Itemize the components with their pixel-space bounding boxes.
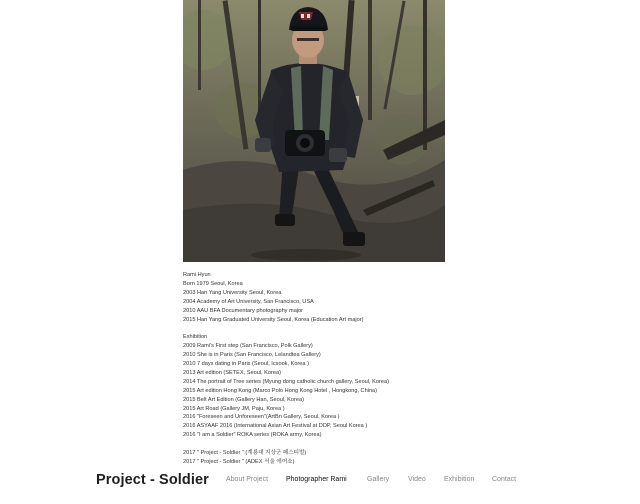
exhibition-line: 2014 The portrait of Tree series (Myung dong catholic church gallery, Seoul, Korea) — [183, 378, 389, 385]
nav-photographer-rami[interactable]: Photographer Rami — [286, 476, 347, 483]
exhibition-line: 2016 ASYAAF 2016 (International Asian Art Festival at DDP, Seoul Korea ) — [183, 423, 368, 430]
bio-education-line: 2010 AAU BFA Documentary photography major — [183, 307, 304, 314]
project-line: 2017 " Project - Soldier " (ADEX 서울 에어쇼) — [183, 459, 295, 465]
bio-spacer — [183, 440, 483, 449]
photographer-portrait — [183, 0, 445, 262]
exhibition-line: 2015 Belt Art Edition (Gallery Han, Seoul, Korea) — [183, 396, 304, 403]
portrait-image — [183, 0, 445, 262]
exhibition-line: 2015 Art Road (Gallery JM, Paju, Korea ) — [183, 405, 285, 412]
site-title[interactable]: Project - Soldier — [96, 472, 209, 488]
bio-spacer — [183, 324, 483, 333]
bio-education-line: 2015 Han Yang Graduated University Seoul, Korea (Education Art major) — [183, 316, 364, 323]
nav-video[interactable]: Video — [408, 476, 426, 483]
exhibition-line: 2015 Art edition Hong Kong (Marco Polo Hong Kong Hotel , Hongkong, China) — [183, 387, 378, 394]
photographer-bio — [183, 271, 483, 467]
exhibition-line: 2009 Rami's First step (San Francisco, Polk Gallery) — [183, 343, 313, 350]
bio-education-line: Born 1979 Seoul, Korea — [183, 280, 243, 287]
exhibition-line: 2016 "Foreseen and Unforeseen"(ArtBn Gallery, Seoul, Korea ) — [183, 414, 340, 421]
nav-gallery[interactable]: Gallery — [367, 476, 390, 483]
exhibition-line: 2010 7 days dating in Paris (Seoul, Icsook, Korea ) — [183, 361, 309, 368]
project-line: 2017 " Project - Soldier " (계룡대 지상군 페스티벌) — [183, 450, 307, 457]
exhibition-line: 2010 She is in Paris (San Francisco, Lelandtea Gallery) — [183, 352, 321, 359]
exhibition-line: 2016 "I am a Soldier" ROKA series (ROKA army, Korea) — [183, 432, 322, 439]
bio-education-line: 2003 Han Yang University Seoul, Korea — [183, 289, 282, 296]
nav-exhibition[interactable]: Exhibition — [444, 476, 475, 483]
exhibition-line: 2013 Art edition (SETEX, Seoul, Korea) — [183, 369, 281, 376]
site-footer-bar — [0, 466, 640, 504]
nav-contact[interactable]: Contact — [492, 476, 517, 483]
exhibition-heading: Exhibition — [183, 334, 208, 341]
bio-education-line: 2004 Academy of Art University, San Francisco, USA — [183, 298, 314, 305]
nav-about-project[interactable]: About Project — [226, 476, 269, 483]
photographer-name: Rami Hyun — [183, 272, 211, 278]
